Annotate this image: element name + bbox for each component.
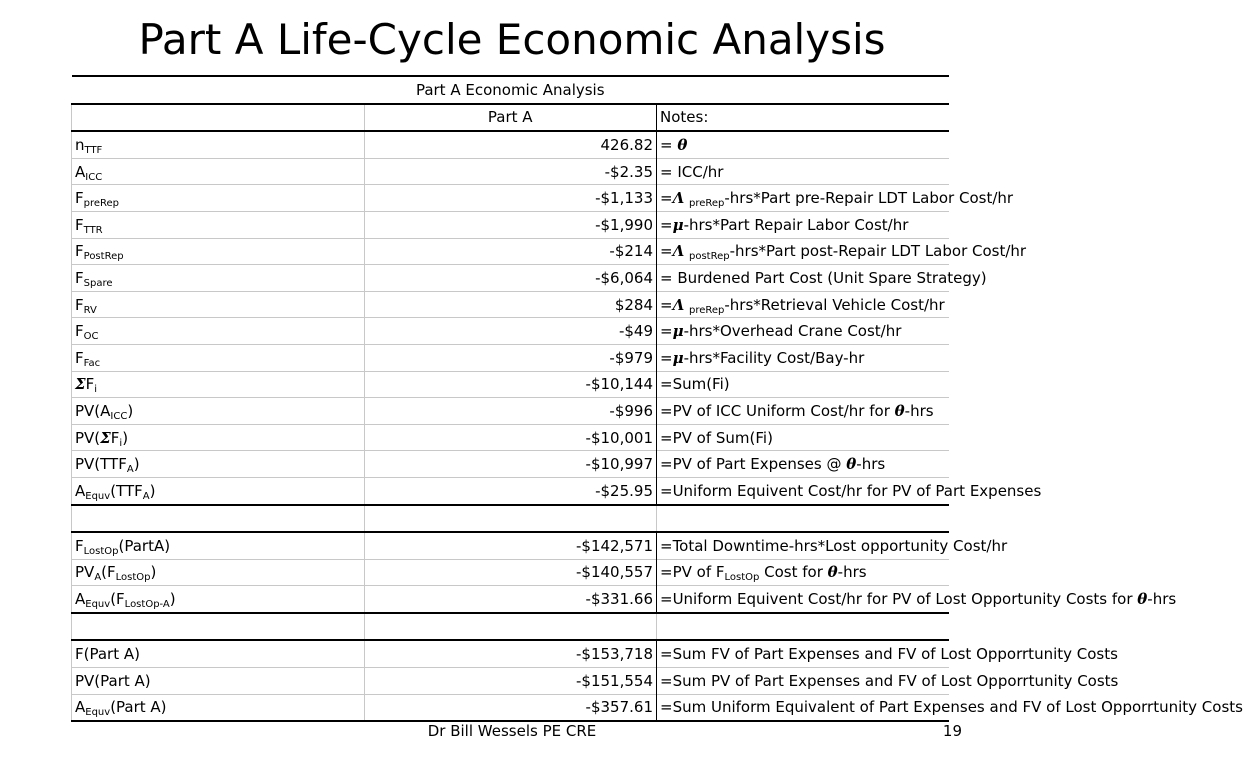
table-row (72, 668, 950, 695)
row-note: =Λ $_{preRep}$-hrs*Retrieval Vehicle Cost/hr (657, 291, 950, 318)
row-note: =Total Downtime-hrs*Lost opportunity Cost/hr (657, 532, 950, 559)
row-label: PV(Part A) (72, 668, 365, 695)
row-value: -$6,064 (364, 265, 657, 292)
table-row (72, 640, 950, 667)
row-value: -$996 (364, 398, 657, 425)
table-row (72, 532, 950, 559)
row-value: -$357.61 (364, 694, 657, 721)
row-note: =PV of ICC Uniform Cost/hr for θ-hrs (657, 398, 950, 425)
row-note: =Uniform Equivent Cost/hr for PV of Lost Opportunity Costs for θ-hrs (657, 586, 950, 613)
spacer-cell (364, 613, 657, 641)
row-value: $284 (364, 291, 657, 318)
row-label: $A_{Equv}(F_{LostOp-A})$ (72, 586, 365, 613)
page-number: 19 (942, 722, 962, 740)
table-row (72, 559, 950, 586)
slide-title: Part A Life-Cycle Economic Analysis (138, 15, 886, 64)
table-row (72, 291, 950, 318)
table-row (72, 477, 950, 504)
row-note: =Sum Uniform Equivalent of Part Expenses and FV of Lost Opporrtunity Costs (657, 694, 950, 721)
spacer-cell (72, 613, 365, 641)
row-note: =Sum(Fi) (657, 371, 950, 398)
table-row (72, 158, 950, 185)
row-value: -$10,997 (364, 451, 657, 478)
spacer-row (72, 505, 950, 533)
row-label: $PV(A_{ICC})$ (72, 398, 365, 425)
row-value: -$331.66 (364, 586, 657, 613)
row-value: -$1,990 (364, 211, 657, 238)
column-header-notes: Notes: (657, 104, 950, 132)
row-value: -$142,571 (364, 532, 657, 559)
row-label: $PV(TTF_A)$ (72, 451, 365, 478)
row-value: -$25.95 (364, 477, 657, 504)
slide-footer: Dr Bill Wessels PE CRE (427, 722, 597, 740)
row-value: -$140,557 (364, 559, 657, 586)
row-label: F(Part A) (72, 640, 365, 667)
row-note: = θ (657, 131, 950, 158)
table-row (72, 451, 950, 478)
spacer-row (72, 613, 950, 641)
table-row (72, 424, 950, 451)
row-label: $F_{RV}$ (72, 291, 365, 318)
table-caption: Part A Economic Analysis (72, 76, 950, 104)
row-label: $F_{Spare}$ (72, 265, 365, 292)
row-label: $F_{LostOp}(PartA)$ (72, 532, 365, 559)
row-note: =PV of $F_{LostOp}$ Cost for θ-hrs (657, 559, 950, 586)
row-value: -$10,001 (364, 424, 657, 451)
row-value: -$1,133 (364, 185, 657, 212)
row-label: $n_{TTF}$ (72, 131, 365, 158)
row-note: =PV of Sum(Fi) (657, 424, 950, 451)
row-note: =Uniform Equivent Cost/hr for PV of Part Expenses (657, 477, 950, 504)
row-label: $PV_A(F_{LostOp})$ (72, 559, 365, 586)
row-note: = Burdened Part Cost (Unit Spare Strategy) (657, 265, 950, 292)
column-header-row (72, 104, 950, 132)
row-value: -$153,718 (364, 640, 657, 667)
row-value: -$10,144 (364, 371, 657, 398)
row-value: -$2.35 (364, 158, 657, 185)
spacer-cell (72, 505, 365, 533)
table-caption-row (72, 76, 950, 104)
column-header-label (72, 104, 365, 132)
row-value: -$979 (364, 344, 657, 371)
table-row (72, 185, 950, 212)
spacer-cell (364, 505, 657, 533)
economic-analysis-table (71, 75, 1243, 722)
table-row (72, 344, 950, 371)
row-label: $A_{Equv}(TTF_A)$ (72, 477, 365, 504)
row-label: $F_{OC}$ (72, 318, 365, 345)
row-label: $F_{preRep}$ (72, 185, 365, 212)
row-value: -$214 (364, 238, 657, 265)
spacer-cell (657, 505, 950, 533)
row-note: =Λ $_{postRep}$-hrs*Part post-Repair LDT Labor Cost/hr (657, 238, 950, 265)
row-label: $A_{ICC}$ (72, 158, 365, 185)
table-row (72, 318, 950, 345)
table-row (72, 694, 950, 721)
column-header-part-a: Part A (364, 104, 657, 132)
row-value: -$49 (364, 318, 657, 345)
row-note: =Sum PV of Part Expenses and FV of Lost Opporrtunity Costs (657, 668, 950, 695)
row-note: =Sum FV of Part Expenses and FV of Lost Opporrtunity Costs (657, 640, 950, 667)
table-row (72, 265, 950, 292)
row-label: $\Sigma F_i$ (72, 371, 365, 398)
row-note: =μ-hrs*Overhead Crane Cost/hr (657, 318, 950, 345)
row-label: $F_{PostRep}$ (72, 238, 365, 265)
row-note: =μ-hrs*Facility Cost/Bay-hr (657, 344, 950, 371)
row-note: = ICC/hr (657, 158, 950, 185)
row-label: $A_{Equv}(Part$ A) (72, 694, 365, 721)
row-note: =μ-hrs*Part Repair Labor Cost/hr (657, 211, 950, 238)
row-label: $F_{Fac}$ (72, 344, 365, 371)
row-note: =Λ $_{preRep}$-hrs*Part pre-Repair LDT Labor Cost/hr (657, 185, 950, 212)
row-note: =PV of Part Expenses @ θ-hrs (657, 451, 950, 478)
table-row (72, 131, 950, 158)
table-row (72, 371, 950, 398)
table-row (72, 238, 950, 265)
table-row (72, 398, 950, 425)
table-row (72, 586, 950, 613)
table-row (72, 211, 950, 238)
row-value: 426.82 (364, 131, 657, 158)
row-label: $F_{TTR}$ (72, 211, 365, 238)
spacer-cell (657, 613, 950, 641)
row-value: -$151,554 (364, 668, 657, 695)
row-label: $PV(\Sigma F_i)$ (72, 424, 365, 451)
